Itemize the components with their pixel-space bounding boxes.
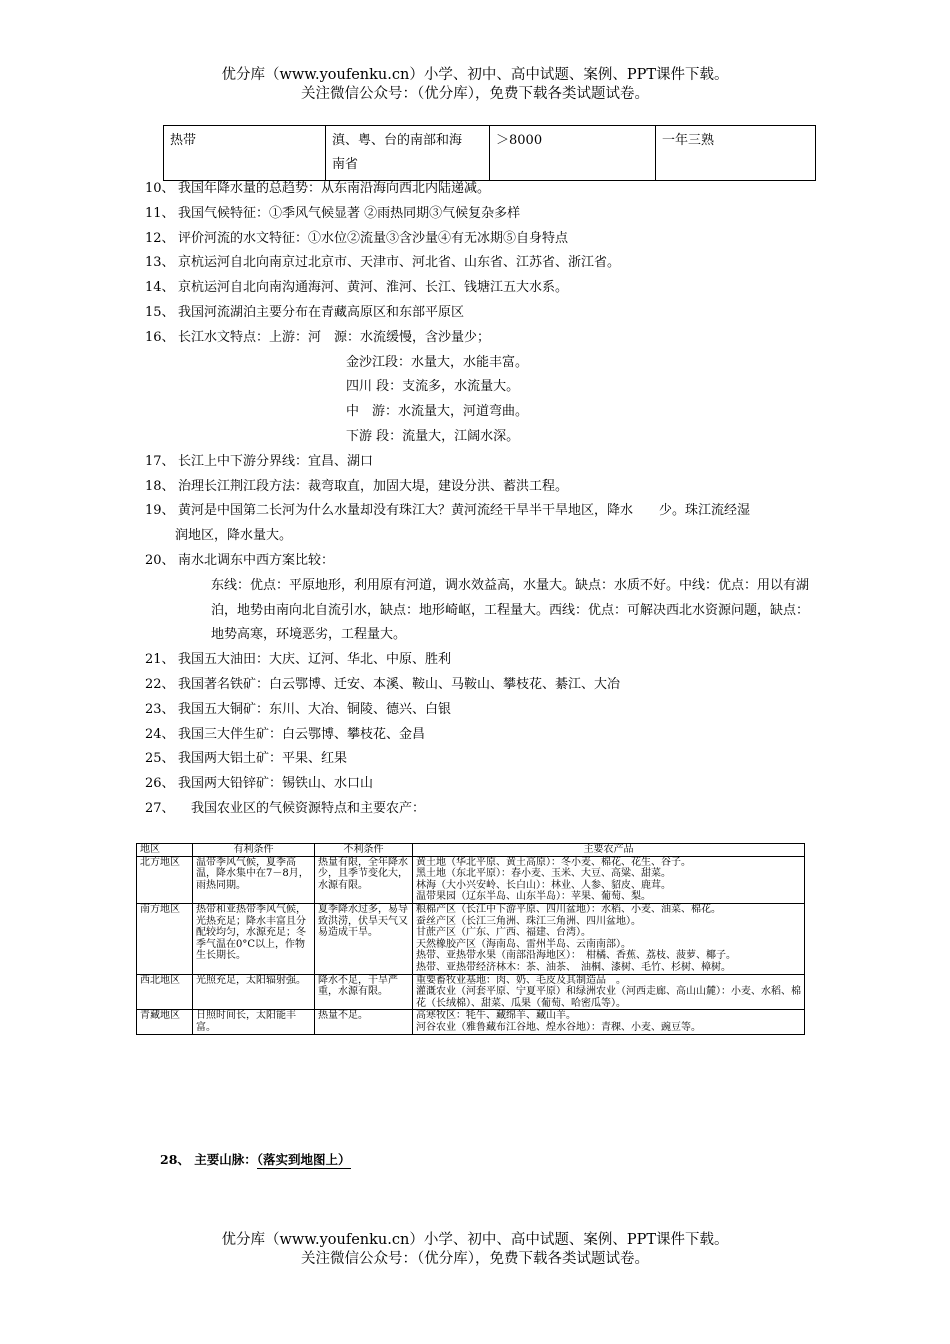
item-text: 我国两大铝土矿：平果、红果: [178, 751, 348, 767]
products-cell: [413, 903, 805, 974]
list-item: [145, 450, 825, 475]
unfavorable-cell: 热量有限，全年降水少，且季节变化大，水源有限。: [315, 856, 413, 903]
product-line: 蚕丝产区（长江三角洲、珠江三角洲、四川盆地）。: [416, 915, 641, 927]
list-item: [145, 797, 825, 822]
footer-line-1: 优分库（www.youfenku.cn）小学、初中、高中试题、案例、PPT课件下载。: [221, 1232, 729, 1248]
col-header-unfavorable: 不利条件: [315, 844, 413, 857]
table-row: [137, 1010, 805, 1034]
area-line-1: 滇、粤、台的南部和海: [332, 133, 463, 148]
unfavorable-cell: 降水不足，干旱严重，水源有限。: [315, 974, 413, 1010]
item-text: 南水北调东中西方案比较：: [178, 552, 335, 568]
area-cell: [326, 126, 490, 181]
product-line: 粮棉产区（长江中下游平原、四川盆地）：水稻、小麦、油菜、棉花。: [416, 903, 721, 915]
list-item: [145, 301, 825, 326]
item-number: 26、: [145, 776, 175, 792]
item-number: 25、: [145, 751, 175, 767]
region-cell: 南方地区: [137, 903, 193, 974]
item-number: 15、: [145, 304, 175, 320]
item-number: 18、: [145, 478, 175, 494]
list-item: [145, 549, 825, 574]
table-row: [164, 126, 816, 181]
region-cell: 西北地区: [137, 974, 193, 1010]
products-cell: [413, 856, 805, 903]
list-item: [145, 673, 825, 698]
item-text: 评价河流的水文特征：①水位②流量③含沙量④有无冰期⑤自身特点: [178, 230, 569, 246]
list-item: [145, 326, 825, 351]
item-number: 20、: [145, 552, 175, 568]
list-item: [145, 202, 825, 227]
product-line: 温带果园（辽东半岛、山东半岛）：苹果、葡萄、梨。: [416, 891, 651, 903]
list-item: [145, 475, 825, 500]
item-number: 17、: [145, 453, 175, 469]
section-28-heading: [160, 1150, 351, 1168]
favorable-cell: 热带和亚热带季风气候，光热充足；降水丰富且分配较均匀，水源充足；冬季气温在0°C以上，作物生长期长。: [193, 903, 315, 974]
list-item: [145, 747, 825, 772]
item-text: 我国三大伴生矿：白云鄂博、攀枝花、金昌: [178, 726, 426, 742]
item-text: 我国五大铜矿：东川、大冶、铜陵、德兴、白银: [178, 701, 452, 717]
product-line: 天然橡胶产区（海南岛、雷州半岛、云南南部）。: [416, 938, 631, 950]
product-line: 黑土地（东北平原）：春小麦、玉米、大豆、高粱、甜菜。: [416, 868, 671, 880]
item-text: 黄河是中国第二长河为什么水量却没有珠江大？黄河流经干旱半干旱地区，降水 少。珠江流经湿: [178, 503, 751, 519]
products-cell: [413, 974, 805, 1010]
unfavorable-cell: 夏季降水过多，易导致洪涝，伏旱天气又易造成干旱。: [315, 903, 413, 974]
product-line: 热带、亚热带水果（南部沿海地区）： 柑橘、香蕉、荔枝、菠萝、椰子。: [416, 950, 736, 962]
product-line: 热带、亚热带经济林木：茶、油茶、 油桐、漆树、毛竹、杉树、樟树。: [416, 961, 731, 973]
unfavorable-cell: 热量不足。: [315, 1010, 413, 1034]
product-line: 黄土地（华北平原、黄土高原）：冬小麦、棉花、花生、谷子。: [416, 856, 691, 868]
item-number: 27、: [145, 800, 175, 816]
header-line-2: 关注微信公众号：（优分库），免费下载各类试题试卷。: [301, 86, 649, 102]
knowledge-list: [145, 177, 825, 822]
item-text: 长江上中下游分界线：宜昌、湖口: [178, 453, 374, 469]
list-item: [145, 177, 825, 202]
item-text: 长江水文特点：上游：河 源：水流缓慢，含沙量少；: [178, 329, 491, 345]
item-text: 我国五大油田：大庆、辽河、华北、中原、胜利: [178, 652, 452, 668]
harvest-cell: 一年三熟: [656, 126, 816, 181]
item-number: 13、: [145, 255, 175, 271]
item-number: 16、: [145, 329, 175, 345]
col-header-region: 地区: [137, 844, 193, 857]
section-note: （落实到地图上）: [256, 1152, 351, 1167]
table-header-row: [137, 844, 805, 857]
list-item: [145, 648, 825, 673]
item-number: 23、: [145, 701, 175, 717]
item-number: 12、: [145, 230, 175, 246]
list-item: [145, 698, 825, 723]
item-text: 我国农业区的气候资源特点和主要农产：: [178, 800, 426, 816]
list-item: [145, 499, 825, 524]
item-number: 10、: [145, 181, 175, 196]
list-item: [145, 772, 825, 797]
table-row: [137, 856, 805, 903]
product-line: 灌溉农业（河套平原、宁夏平原）和绿洲农业（河西走廊、高山山麓）：小麦、水稻、棉花（长绒棉）、甜菜、瓜果（葡萄、哈密瓜等）。: [416, 986, 801, 1009]
col-header-favorable: 有利条件: [193, 844, 315, 857]
item-text: 治理长江荆江段方法：裁弯取直，加固大堤，建设分洪、蓄洪工程。: [178, 478, 569, 494]
col-header-products: 主要农产品: [413, 844, 805, 857]
item-number: 24、: [145, 726, 175, 742]
item-number: 19、: [145, 503, 175, 519]
product-line: 林海（大小兴安岭、长白山）：林业、人参、貂皮、鹿茸。: [416, 879, 671, 891]
yangtze-sub-item: 金沙江段：水量大，水能丰富。: [346, 354, 529, 370]
table-row: [137, 903, 805, 974]
item-continuation: 润地区，降水量大。: [175, 528, 293, 544]
product-line: 河谷农业（雅鲁藏布江谷地、煌水谷地）：青稞、小麦、豌豆等。: [416, 1021, 701, 1033]
region-cell: 北方地区: [137, 856, 193, 903]
item-text: 我国年降水量的总趋势：从东南沿海向西北内陆递减。: [178, 181, 491, 196]
page-header: [0, 66, 950, 104]
section-title: 主要山脉：: [194, 1152, 257, 1167]
region-cell: 青藏地区: [137, 1010, 193, 1034]
header-line-1: 优分库（www.youfenku.cn）小学、初中、高中试题、案例、PPT课件下载。: [221, 67, 729, 83]
temp-cell: ＞8000: [490, 126, 656, 181]
item-text: 京杭运河自北向南沟通海河、黄河、淮河、长江、钱塘江五大水系。: [178, 280, 569, 296]
item-number: 21、: [145, 652, 175, 668]
page-footer: [0, 1231, 950, 1269]
item-text: 我国气候特征：①季风气候显著 ②雨热同期③气候复杂多样: [178, 205, 521, 221]
item-number: 11、: [145, 205, 175, 221]
yangtze-sub-item: 下游 段：流量大，江阔水深。: [346, 428, 520, 444]
products-cell: [413, 1010, 805, 1034]
climate-zone-table-row: [163, 125, 816, 181]
product-line: 高寒牧区：牦牛、藏绵羊、藏山羊。: [416, 1010, 576, 1022]
item-number: 14、: [145, 280, 175, 296]
item-text: 我国两大铅锌矿：锡铁山、水口山: [178, 776, 374, 792]
item-text: 京杭运河自北向南京过北京市、天津市、河北省、山东省、江苏省、浙江省。: [178, 255, 621, 271]
area-line-2: 南省: [332, 157, 359, 172]
list-item: [145, 251, 825, 276]
table-row: [137, 974, 805, 1010]
list-item: [145, 723, 825, 748]
favorable-cell: 日照时间长，太阳能丰富。: [193, 1010, 315, 1034]
zone-cell: 热带: [164, 126, 326, 181]
agriculture-table: [136, 843, 805, 1035]
item-text: 我国河流湖泊主要分布在青藏高原区和东部平原区: [178, 304, 465, 320]
yangtze-sub-item: 四川 段：支流多，水流量大。: [346, 379, 520, 395]
item-number: 22、: [145, 676, 175, 692]
yangtze-sub-item: 中 游：水流量大，河道弯曲。: [346, 404, 529, 420]
list-item: [145, 276, 825, 301]
water-transfer-paragraph: 东线：优点：平原地形，利用原有河道，调水效益高，水量大。缺点：水质不好。中线：优点：用以有湖泊，地势由南向北自流引水，缺点：地形崎岖，工程量大。西线：优点：可解决西北水资源问题，缺点：地势高寒，环境恶劣，工程量大。: [211, 577, 810, 643]
list-item: [145, 227, 825, 252]
product-line: 甘蔗产区（广东、广西、福建、台湾）。: [416, 927, 591, 939]
favorable-cell: 温带季风气候，夏季高温，降水集中在7－8月，雨热同期。: [193, 856, 315, 903]
favorable-cell: 光照充足，太阳辐射强。: [193, 974, 315, 1010]
section-number: 28、: [160, 1152, 190, 1167]
item-text: 我国著名铁矿：白云鄂博、迁安、本溪、鞍山、马鞍山、攀枝花、綦江、大冶: [178, 676, 621, 692]
footer-line-2: 关注微信公众号：（优分库），免费下载各类试题试卷。: [301, 1251, 649, 1267]
product-line: 重要畜牧业基地：肉、奶、毛皮及其制造品 。: [416, 974, 626, 986]
